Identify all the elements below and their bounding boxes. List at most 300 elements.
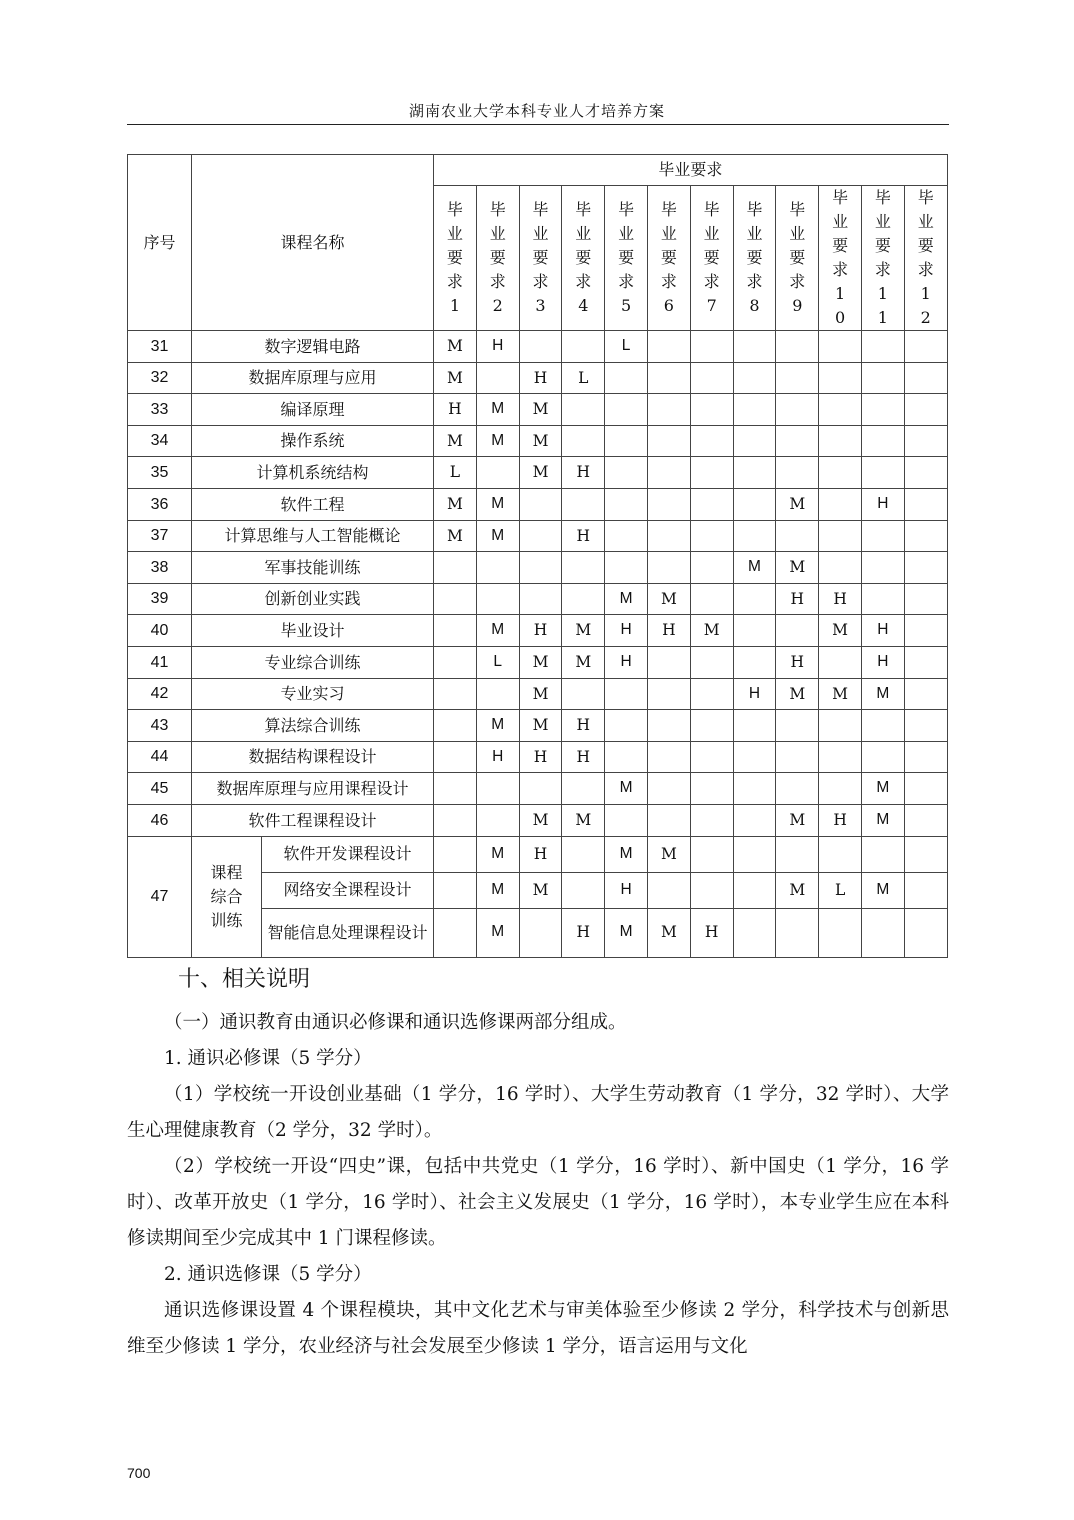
requirement-mark-1: M — [434, 425, 477, 457]
requirement-mark-10: M — [819, 678, 862, 710]
row-seq: 37 — [128, 520, 192, 552]
requirement-mark-5: M — [605, 836, 648, 872]
requirement-mark-12 — [904, 678, 947, 710]
requirement-mark-2: L — [476, 646, 519, 678]
row-course-name: 数字逻辑电路 — [192, 331, 434, 363]
requirement-mark-3 — [519, 908, 562, 957]
requirement-mark-6 — [648, 520, 691, 552]
requirement-mark-5 — [605, 394, 648, 426]
table-row — [128, 804, 948, 836]
requirement-mark-10 — [819, 908, 862, 957]
requirement-mark-1 — [434, 804, 477, 836]
requirement-mark-3: M — [519, 804, 562, 836]
row-seq: 34 — [128, 425, 192, 457]
requirement-mark-4: M — [562, 615, 605, 647]
requirement-mark-12 — [904, 457, 947, 489]
requirement-mark-7 — [690, 804, 733, 836]
requirement-mark-2: M — [476, 488, 519, 520]
requirement-mark-7 — [690, 773, 733, 805]
header-divider — [127, 124, 949, 125]
requirement-mark-2: M — [476, 425, 519, 457]
requirement-mark-10: H — [819, 804, 862, 836]
requirement-mark-8 — [733, 908, 776, 957]
requirement-mark-1 — [434, 836, 477, 872]
requirement-mark-1: H — [434, 394, 477, 426]
requirement-mark-5: M — [605, 773, 648, 805]
requirement-header-8 — [733, 186, 776, 331]
requirement-mark-11: M — [861, 872, 904, 908]
requirement-mark-4 — [562, 394, 605, 426]
requirement-mark-6: M — [648, 836, 691, 872]
table-row — [128, 710, 948, 742]
row-course-name: 军事技能训练 — [192, 552, 434, 584]
requirement-mark-12 — [904, 741, 947, 773]
table-row — [128, 331, 948, 363]
requirement-mark-9: M — [776, 804, 819, 836]
requirement-header-11 — [861, 186, 904, 331]
requirement-mark-11: H — [861, 615, 904, 647]
requirement-mark-7 — [690, 362, 733, 394]
header-graduation-requirements: 毕业要求 — [434, 155, 948, 186]
requirement-mark-5: H — [605, 615, 648, 647]
requirement-mark-3: M — [519, 425, 562, 457]
requirement-mark-6 — [648, 741, 691, 773]
requirement-mark-11 — [861, 425, 904, 457]
requirement-mark-5 — [605, 488, 648, 520]
requirement-mark-8 — [733, 804, 776, 836]
header-seq: 序号 — [128, 155, 192, 331]
table-row — [128, 646, 948, 678]
requirement-mark-7: M — [690, 615, 733, 647]
requirement-header-label: 毕业要求10 — [832, 188, 849, 327]
requirement-mark-7 — [690, 646, 733, 678]
requirement-mark-1 — [434, 710, 477, 742]
requirement-header-label: 毕业要求3 — [532, 200, 549, 315]
requirement-mark-12 — [904, 425, 947, 457]
group-label: 课程综合训练 — [192, 836, 262, 957]
requirement-mark-4 — [562, 678, 605, 710]
requirement-mark-9 — [776, 710, 819, 742]
page-number: 700 — [127, 1465, 151, 1481]
requirement-header-label: 毕业要求9 — [789, 200, 806, 315]
requirement-mark-5: L — [605, 331, 648, 363]
requirement-header-7 — [690, 186, 733, 331]
requirement-mark-11 — [861, 552, 904, 584]
requirement-mark-2 — [476, 773, 519, 805]
requirement-mark-1 — [434, 583, 477, 615]
table-row — [128, 552, 948, 584]
paragraph-required-item-1: （1）学校统一开设创业基础（1 学分，16 学时）、大学生劳动教育（1 学分，32 学时）、大学生心理健康教育（2 学分，32 学时）。 — [127, 1084, 949, 1141]
requirement-mark-2: M — [476, 520, 519, 552]
row-course-name: 数据库原理与应用课程设计 — [192, 773, 434, 805]
table-row — [128, 583, 948, 615]
requirement-mark-1 — [434, 552, 477, 584]
row-seq: 31 — [128, 331, 192, 363]
requirement-mark-3: H — [519, 362, 562, 394]
requirement-mark-3: M — [519, 710, 562, 742]
requirement-mark-12 — [904, 872, 947, 908]
row-course-name: 计算思维与人工智能概论 — [192, 520, 434, 552]
requirement-mark-11 — [861, 457, 904, 489]
requirement-mark-10 — [819, 488, 862, 520]
requirement-mark-7 — [690, 710, 733, 742]
row-course-name: 算法综合训练 — [192, 710, 434, 742]
requirement-mark-1 — [434, 678, 477, 710]
requirement-header-label: 毕业要求2 — [489, 200, 506, 315]
requirement-mark-8: M — [733, 552, 776, 584]
table-row — [128, 678, 948, 710]
requirement-mark-9: M — [776, 872, 819, 908]
requirement-mark-10 — [819, 331, 862, 363]
requirement-mark-11: M — [861, 804, 904, 836]
requirement-header-label: 毕业要求1 — [446, 200, 463, 315]
requirement-mark-5 — [605, 678, 648, 710]
requirement-mark-7 — [690, 457, 733, 489]
requirement-mark-4 — [562, 872, 605, 908]
requirement-mark-3 — [519, 773, 562, 805]
requirement-mark-12 — [904, 362, 947, 394]
requirement-mark-4: H — [562, 710, 605, 742]
requirement-mark-3: M — [519, 394, 562, 426]
requirement-header-1 — [434, 186, 477, 331]
requirement-mark-7 — [690, 552, 733, 584]
requirement-mark-3 — [519, 520, 562, 552]
requirement-mark-9 — [776, 457, 819, 489]
requirement-mark-2 — [476, 583, 519, 615]
table-row — [128, 425, 948, 457]
requirement-mark-11 — [861, 710, 904, 742]
row-seq: 47 — [128, 836, 192, 957]
requirement-mark-7 — [690, 872, 733, 908]
requirement-header-label: 毕业要求12 — [917, 188, 934, 327]
requirement-mark-5 — [605, 804, 648, 836]
requirement-mark-12 — [904, 773, 947, 805]
requirement-mark-11 — [861, 394, 904, 426]
row-sub-course-name: 智能信息处理课程设计 — [262, 908, 434, 957]
requirement-header-label: 毕业要求6 — [660, 200, 677, 315]
row-seq: 33 — [128, 394, 192, 426]
requirement-mark-8 — [733, 741, 776, 773]
requirement-mark-11 — [861, 908, 904, 957]
requirement-header-label: 毕业要求5 — [618, 200, 635, 315]
requirement-mark-1: L — [434, 457, 477, 489]
row-sub-course-name: 网络安全课程设计 — [262, 872, 434, 908]
requirement-mark-4 — [562, 552, 605, 584]
row-course-name: 专业实习 — [192, 678, 434, 710]
requirement-mark-1: M — [434, 362, 477, 394]
page-header-title: 湖南农业大学本科专业人才培养方案 — [408, 102, 665, 120]
table-row — [128, 457, 948, 489]
requirement-mark-8: H — [733, 678, 776, 710]
requirement-mark-2: M — [476, 836, 519, 872]
section-title: 十、相关说明 — [178, 967, 311, 992]
requirement-mark-10 — [819, 646, 862, 678]
requirement-mark-12 — [904, 804, 947, 836]
requirement-mark-8 — [733, 646, 776, 678]
requirement-mark-10 — [819, 741, 862, 773]
requirement-mark-5 — [605, 425, 648, 457]
row-course-name: 数据库原理与应用 — [192, 362, 434, 394]
requirement-mark-11 — [861, 583, 904, 615]
requirement-mark-5: M — [605, 908, 648, 957]
requirement-mark-5: M — [605, 583, 648, 615]
requirement-mark-6 — [648, 678, 691, 710]
requirement-mark-5 — [605, 457, 648, 489]
requirement-mark-5: H — [605, 872, 648, 908]
row-course-name: 数据结构课程设计 — [192, 741, 434, 773]
requirement-mark-3: H — [519, 836, 562, 872]
requirement-mark-8 — [733, 331, 776, 363]
row-seq: 39 — [128, 583, 192, 615]
requirement-mark-9 — [776, 331, 819, 363]
requirement-mark-3 — [519, 488, 562, 520]
requirement-mark-10 — [819, 552, 862, 584]
requirement-mark-4 — [562, 488, 605, 520]
requirement-mark-10: M — [819, 615, 862, 647]
requirement-mark-2: H — [476, 331, 519, 363]
requirement-mark-9: M — [776, 488, 819, 520]
paragraph-required-courses-heading: 1. 通识必修课（5 学分） — [164, 1048, 372, 1069]
requirement-mark-8 — [733, 583, 776, 615]
requirement-mark-12 — [904, 488, 947, 520]
requirement-mark-9: H — [776, 583, 819, 615]
requirement-mark-3: M — [519, 457, 562, 489]
requirement-mark-6 — [648, 457, 691, 489]
row-course-name: 软件工程课程设计 — [192, 804, 434, 836]
paragraph-elective-courses-heading: 2. 通识选修课（5 学分） — [164, 1264, 372, 1285]
requirement-mark-4: H — [562, 520, 605, 552]
requirement-mark-11 — [861, 520, 904, 552]
requirement-mark-10: L — [819, 872, 862, 908]
requirement-mark-11 — [861, 331, 904, 363]
requirement-mark-6: M — [648, 583, 691, 615]
requirement-mark-6: M — [648, 908, 691, 957]
requirement-header-6 — [648, 186, 691, 331]
requirement-mark-8 — [733, 836, 776, 872]
row-seq: 44 — [128, 741, 192, 773]
requirement-mark-3: H — [519, 741, 562, 773]
requirement-mark-5 — [605, 362, 648, 394]
requirement-mark-10 — [819, 362, 862, 394]
requirement-mark-10 — [819, 425, 862, 457]
requirement-mark-1 — [434, 741, 477, 773]
requirement-mark-10 — [819, 836, 862, 872]
requirement-mark-5: H — [605, 646, 648, 678]
requirement-mark-8 — [733, 362, 776, 394]
requirement-mark-9: M — [776, 552, 819, 584]
requirement-mark-4 — [562, 331, 605, 363]
requirement-mark-8 — [733, 425, 776, 457]
requirement-mark-10 — [819, 773, 862, 805]
requirement-mark-8 — [733, 488, 776, 520]
requirement-mark-11 — [861, 836, 904, 872]
requirement-mark-6 — [648, 488, 691, 520]
requirement-mark-12 — [904, 583, 947, 615]
row-course-name: 操作系统 — [192, 425, 434, 457]
requirement-mark-12 — [904, 646, 947, 678]
requirement-mark-11: H — [861, 488, 904, 520]
requirement-mark-6 — [648, 362, 691, 394]
requirement-mark-8 — [733, 710, 776, 742]
requirement-mark-7 — [690, 425, 733, 457]
requirement-mark-7 — [690, 836, 733, 872]
requirement-mark-3 — [519, 583, 562, 615]
requirement-mark-6 — [648, 394, 691, 426]
requirement-mark-9 — [776, 394, 819, 426]
requirement-mark-11 — [861, 741, 904, 773]
requirement-mark-12 — [904, 394, 947, 426]
requirement-mark-7 — [690, 741, 733, 773]
requirement-mark-1 — [434, 773, 477, 805]
requirement-mark-11: H — [861, 646, 904, 678]
requirement-mark-7 — [690, 678, 733, 710]
requirement-mark-2 — [476, 678, 519, 710]
requirement-mark-11 — [861, 362, 904, 394]
requirement-mark-12 — [904, 836, 947, 872]
paragraph-required-item-2: （2）学校统一开设“四史”课，包括中共党史（1 学分，16 学时）、新中国史（1 学分，16 学时）、改革开放史（1 学分，16 学时）、社会主义发展史（1 学分，16 学时），本专业学生应在本科修读期间至少完成其中 1 门课程修读。 — [127, 1156, 949, 1249]
row-course-name: 计算机系统结构 — [192, 457, 434, 489]
requirement-mark-10 — [819, 520, 862, 552]
requirement-mark-8 — [733, 394, 776, 426]
requirement-mark-7 — [690, 583, 733, 615]
requirement-mark-4: H — [562, 741, 605, 773]
row-seq: 42 — [128, 678, 192, 710]
requirement-mark-4 — [562, 583, 605, 615]
graduation-requirements-table — [127, 154, 948, 958]
requirement-mark-6 — [648, 425, 691, 457]
requirement-mark-5 — [605, 552, 648, 584]
requirement-mark-9 — [776, 908, 819, 957]
requirement-mark-9 — [776, 362, 819, 394]
table-row — [128, 488, 948, 520]
requirement-mark-2 — [476, 457, 519, 489]
requirement-mark-3: M — [519, 872, 562, 908]
requirement-mark-9 — [776, 773, 819, 805]
requirement-mark-12 — [904, 710, 947, 742]
requirement-mark-1 — [434, 908, 477, 957]
requirement-mark-2: M — [476, 908, 519, 957]
requirement-mark-8 — [733, 615, 776, 647]
requirement-header-4 — [562, 186, 605, 331]
requirement-mark-11: M — [861, 678, 904, 710]
requirement-mark-5 — [605, 710, 648, 742]
row-seq: 46 — [128, 804, 192, 836]
requirement-mark-7 — [690, 488, 733, 520]
requirement-mark-1 — [434, 615, 477, 647]
requirement-header-9 — [776, 186, 819, 331]
requirement-mark-4 — [562, 425, 605, 457]
row-course-name: 编译原理 — [192, 394, 434, 426]
row-course-name: 创新创业实践 — [192, 583, 434, 615]
requirement-mark-1 — [434, 646, 477, 678]
requirement-mark-6 — [648, 646, 691, 678]
requirement-mark-3: M — [519, 678, 562, 710]
table-row — [128, 394, 948, 426]
requirement-mark-8 — [733, 520, 776, 552]
requirement-mark-4: M — [562, 646, 605, 678]
requirement-mark-9 — [776, 741, 819, 773]
requirement-header-2 — [476, 186, 519, 331]
row-seq: 38 — [128, 552, 192, 584]
requirement-mark-2 — [476, 552, 519, 584]
row-seq: 43 — [128, 710, 192, 742]
requirement-mark-11: M — [861, 773, 904, 805]
requirement-mark-1: M — [434, 331, 477, 363]
requirement-mark-4 — [562, 836, 605, 872]
requirement-mark-10 — [819, 457, 862, 489]
requirement-header-3 — [519, 186, 562, 331]
requirement-mark-9 — [776, 615, 819, 647]
requirement-mark-12 — [904, 908, 947, 957]
row-seq: 45 — [128, 773, 192, 805]
requirement-mark-2: M — [476, 872, 519, 908]
requirement-mark-6 — [648, 331, 691, 363]
requirement-mark-1 — [434, 872, 477, 908]
table-row — [128, 741, 948, 773]
row-course-name: 毕业设计 — [192, 615, 434, 647]
requirement-mark-4: H — [562, 457, 605, 489]
requirement-mark-6 — [648, 773, 691, 805]
requirement-mark-9: H — [776, 646, 819, 678]
requirement-mark-2: M — [476, 394, 519, 426]
paragraph-general-education: （一）通识教育由通识必修课和通识选修课两部分组成。 — [164, 1012, 627, 1033]
requirement-mark-6 — [648, 872, 691, 908]
requirement-mark-9 — [776, 836, 819, 872]
row-seq: 36 — [128, 488, 192, 520]
requirement-mark-3: H — [519, 615, 562, 647]
requirement-mark-5 — [605, 741, 648, 773]
requirement-mark-8 — [733, 773, 776, 805]
requirement-mark-3: M — [519, 646, 562, 678]
requirement-header-5 — [605, 186, 648, 331]
requirement-mark-12 — [904, 615, 947, 647]
requirement-mark-9 — [776, 520, 819, 552]
row-course-name: 软件工程 — [192, 488, 434, 520]
row-seq: 40 — [128, 615, 192, 647]
table-row — [128, 615, 948, 647]
table-row — [128, 836, 948, 872]
requirement-mark-4: M — [562, 804, 605, 836]
requirement-mark-7: H — [690, 908, 733, 957]
requirement-mark-7 — [690, 520, 733, 552]
requirement-mark-6 — [648, 710, 691, 742]
table-row — [128, 773, 948, 805]
requirement-mark-10 — [819, 710, 862, 742]
paragraph-elective-modules: 通识选修课设置 4 个课程模块，其中文化艺术与审美体验至少修读 2 学分，科学技术与创新思维至少修读 1 学分，农业经济与社会发展至少修读 1 学分，语言运用与文化 — [127, 1300, 949, 1357]
row-course-name: 专业综合训练 — [192, 646, 434, 678]
requirement-mark-2: M — [476, 615, 519, 647]
row-sub-course-name: 软件开发课程设计 — [262, 836, 434, 872]
requirement-mark-8 — [733, 872, 776, 908]
requirement-mark-7 — [690, 331, 733, 363]
requirement-mark-1: M — [434, 488, 477, 520]
requirement-mark-3 — [519, 552, 562, 584]
requirement-mark-4: H — [562, 908, 605, 957]
requirement-mark-8 — [733, 457, 776, 489]
header-course-name: 课程名称 — [192, 155, 434, 331]
requirement-mark-10 — [819, 394, 862, 426]
table-row — [128, 362, 948, 394]
requirement-mark-4 — [562, 773, 605, 805]
requirement-mark-2 — [476, 804, 519, 836]
requirement-mark-10: H — [819, 583, 862, 615]
requirement-mark-12 — [904, 552, 947, 584]
requirement-header-12 — [904, 186, 947, 331]
table-row — [128, 520, 948, 552]
requirement-mark-4: L — [562, 362, 605, 394]
row-seq: 41 — [128, 646, 192, 678]
requirement-mark-2: H — [476, 741, 519, 773]
